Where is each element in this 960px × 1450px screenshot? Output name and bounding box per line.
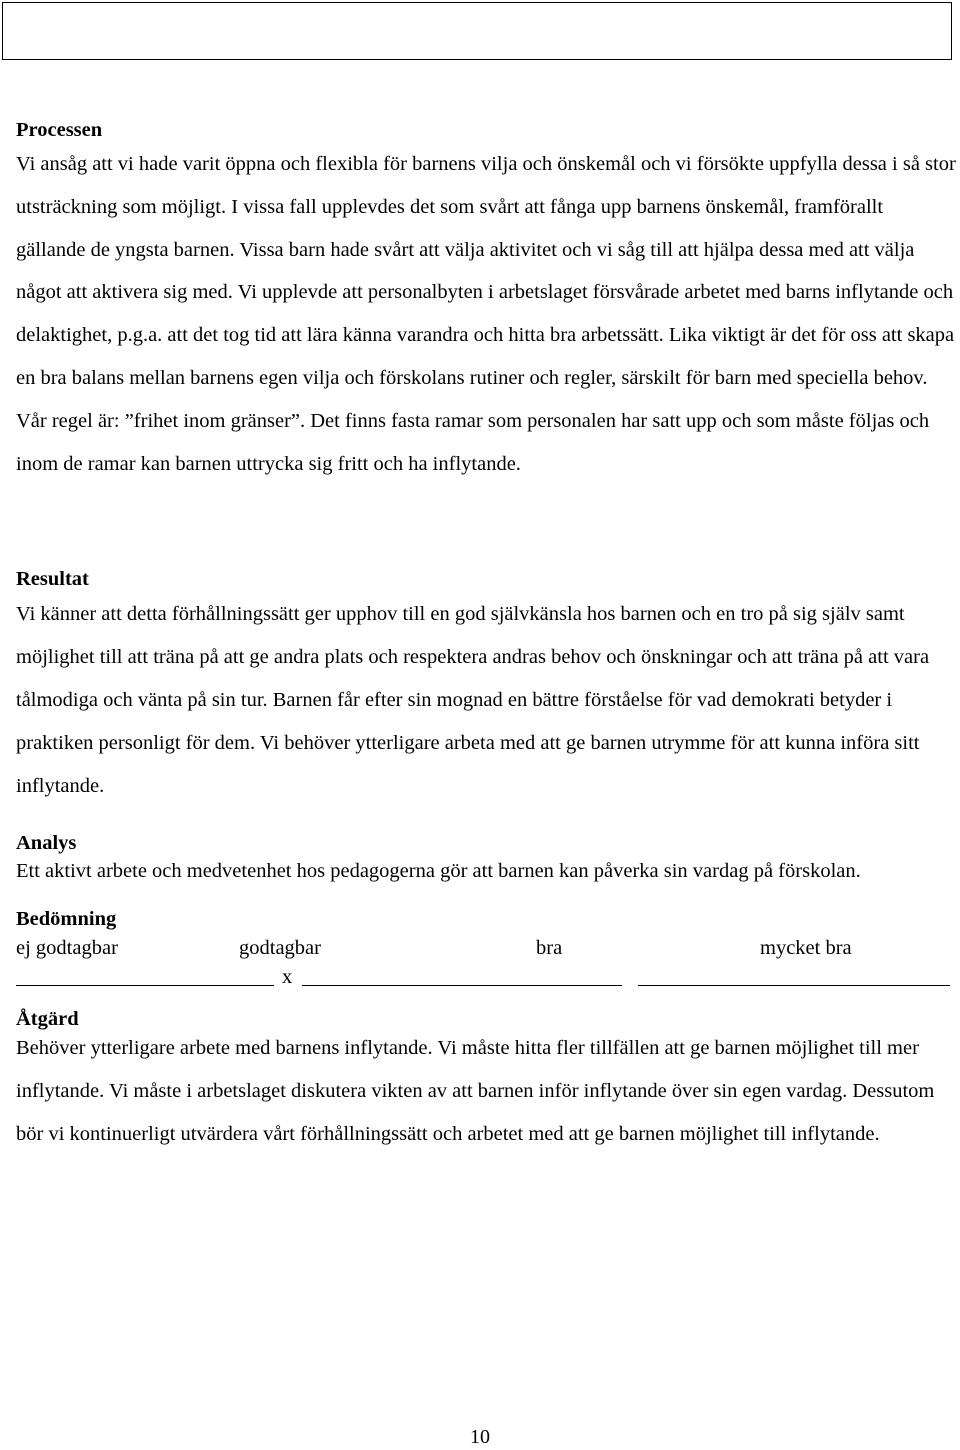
heading-processen: Processen (16, 119, 103, 141)
grade-underline (638, 985, 950, 986)
document-body (16, 116, 956, 1156)
grade-label: bra (536, 937, 563, 960)
paragraph-resultat: Vi känner att detta förhållningssätt ger upphov till en god självkänsla hos barnen och en tro på sig själv samt möjlighet till att träna på att ge andra plats och respektera andras behov och önskningar och att träna på att vara tålmodiga och vänta på sin tur. Barnen får efter sin mognad en bättre förståelse för vad demokrati betyder i praktiken personligt för dem. Vi behöver ytterligare arbeta med att ge barnen utrymme för att kunna införa sitt inflytande. (16, 603, 930, 797)
paragraph-processen: Vi ansåg att vi hade varit öppna och flexibla för barnens vilja och önskemål och vi försökte uppfylla dessa i så stor utsträckning som möjligt. I vissa fall upplevdes det som svårt att fånga upp barnens önskemål, framförallt gällande de yngsta barnen. Vissa barn hade svårt att välja aktivitet och vi såg till att hjälpa dessa med att välja något att aktivera sig med. Vi upplevde att personalbyten i arbetslaget försvårade arbetet med barns inflytande och delaktighet, p.g.a. att det tog tid att lära känna varandra och hitta bra arbetssätt. Lika viktigt är det för oss att skapa en bra balans mellan barnens egen vilja och förskolans rutiner och regler, särskilt för barn med speciella behov. Vår regel är: ”frihet inom gränser”. Det finns fasta ramar som personalen har satt upp och som måste följas och inom de ramar kan barnen uttrycka sig fritt och ha inflytande. (16, 153, 956, 475)
grade-label: godtagbar (239, 937, 321, 960)
header-box (2, 2, 952, 60)
grade-scale (16, 933, 956, 963)
heading-bedomning: Bedömning (16, 908, 117, 931)
section-atgard (16, 1005, 956, 1155)
paragraph-atgard: Behöver ytterligare arbete med barnens inflytande. Vi måste hitta fler tillfällen att ge barnen möjlighet till mer inflytande. Vi måste i arbetslaget diskutera vikten av att barnen inför inflytande över sin egen vardag. Dessutom bör vi kontinuerligt utvärdera vårt förhållningssätt och arbetet med att ge barnen möjlighet till inflytande. (16, 1037, 935, 1145)
grade-lines (16, 963, 956, 991)
section-bedomning (16, 905, 956, 991)
heading-analys: Analys (16, 832, 77, 855)
page-number: 10 (470, 1426, 490, 1448)
grade-underline (16, 985, 274, 986)
grade-underline (302, 985, 622, 986)
section-analys (16, 829, 956, 885)
grade-selected-mark: x (282, 966, 293, 989)
section-resultat (16, 565, 956, 807)
paragraph-analys: Ett aktivt arbete och medvetenhet hos pedagogerna gör att barnen kan påverka sin vardag på förskolan. (16, 860, 861, 883)
grade-label: ej godtagbar (16, 937, 118, 960)
grade-label: mycket bra (760, 937, 852, 960)
heading-atgard: Åtgärd (16, 1008, 79, 1031)
heading-resultat: Resultat (16, 568, 89, 591)
section-processen (16, 116, 956, 485)
